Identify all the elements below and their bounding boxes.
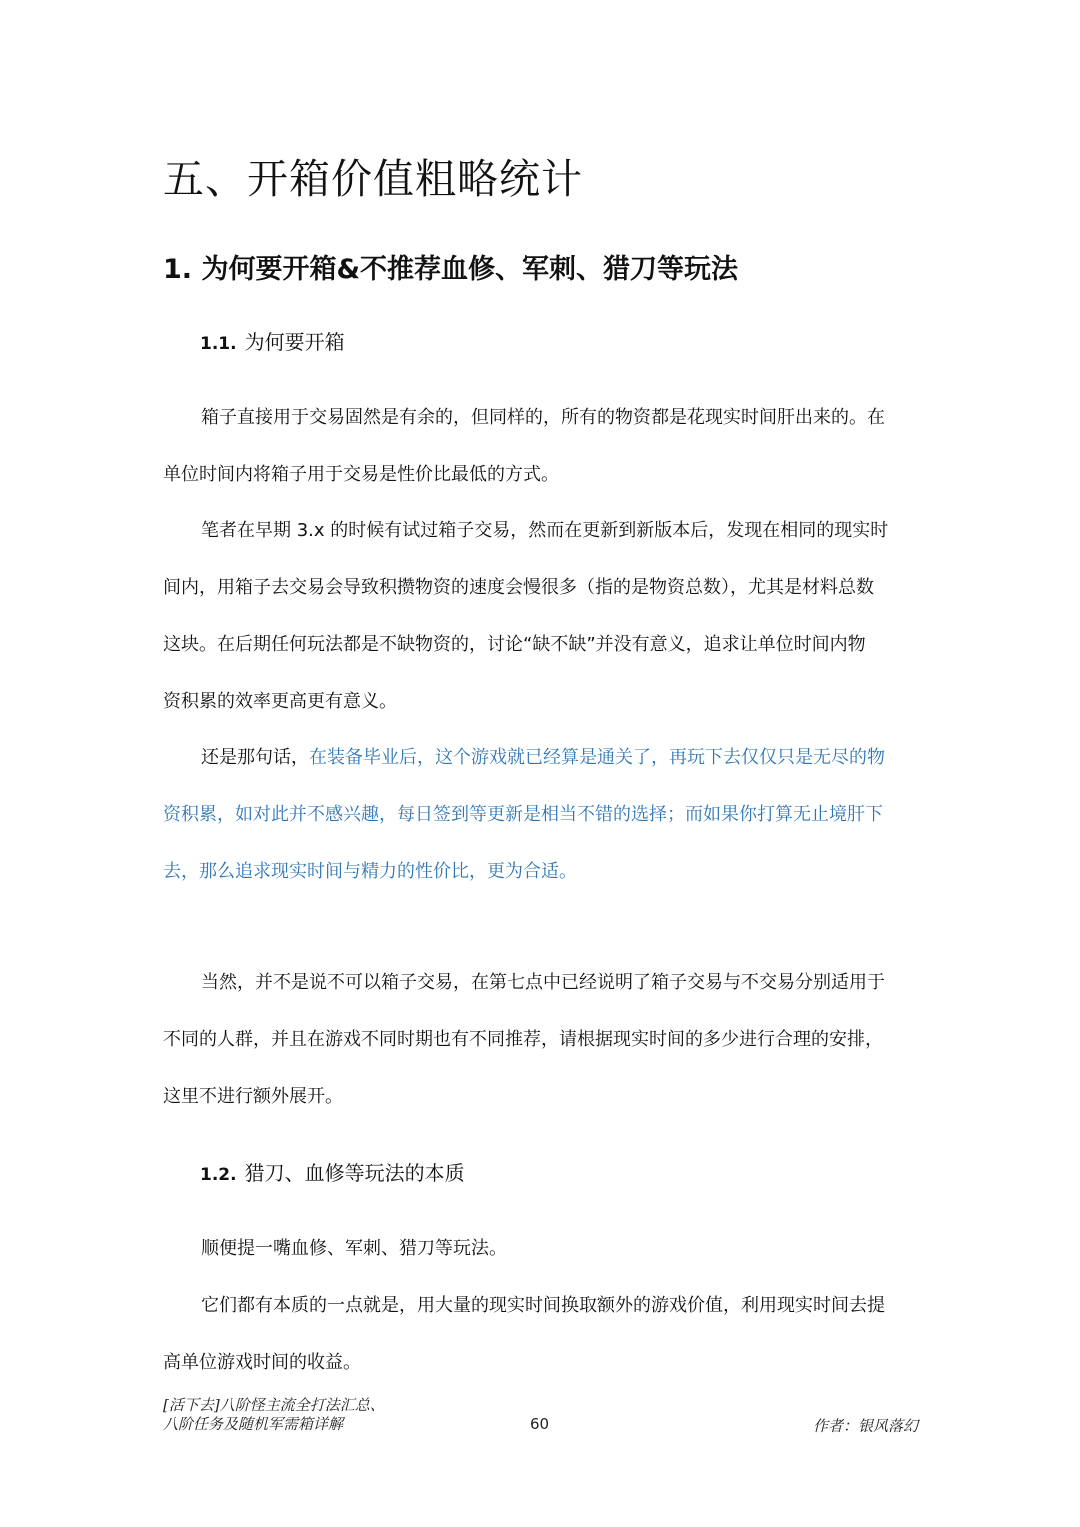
paragraph-1 xyxy=(163,389,919,503)
paragraph-line: 箱子直接用于交易固然是有余的，但同样的，所有的物资都是花现实时间肝出来的。在 xyxy=(201,407,885,428)
subsection-number: 1.2. xyxy=(200,1165,237,1185)
subsection-title: 为何要开箱 xyxy=(244,330,345,354)
subsection-number: 1.1. xyxy=(200,334,237,354)
highlighted-text: 资积累，如对此并不感兴趣，每日签到等更新是相当不错的选择；而如果你打算无止境肝下 xyxy=(163,804,883,825)
paragraph-line: 顺便提一嘴血修、军刺、猎刀等玩法。 xyxy=(201,1238,507,1259)
paragraph-line: 这块。在后期任何玩法都是不缺物资的，讨论“缺不缺”并没有意义，追求让单位时间内物 xyxy=(163,634,866,655)
paragraph-line: 笔者在早期 3.x 的时候有试过箱子交易，然而在更新到新版本后，发现在相同的现实时 xyxy=(201,520,889,541)
paragraph-2 xyxy=(163,502,919,730)
paragraph-3-highlighted xyxy=(163,729,919,900)
highlighted-text: 去，那么追求现实时间与精力的性价比，更为合适。 xyxy=(163,861,577,882)
subsection-heading-1-2 xyxy=(200,1157,465,1186)
paragraph-line: 单位时间内将箱子用于交易是性价比最低的方式。 xyxy=(163,464,559,485)
paragraph-5 xyxy=(163,1220,919,1277)
footer-author: 作者：银风落幻 xyxy=(812,1417,918,1435)
paragraph-line: 这里不进行额外展开。 xyxy=(163,1086,343,1107)
chapter-title: 五、开箱价值粗略统计 xyxy=(163,155,583,203)
paragraph-lead-text: 还是那句话， xyxy=(201,747,309,768)
paragraph-6 xyxy=(163,1277,919,1391)
highlighted-text: 在装备毕业后，这个游戏就已经算是通关了，再玩下去仅仅只是无尽的物 xyxy=(309,747,885,768)
footer-title-line: [活下去]八阶怪主流全打法汇总、 xyxy=(163,1396,385,1414)
section-title: 1. 为何要开箱&不推荐血修、军刺、猎刀等玩法 xyxy=(163,254,738,285)
paragraph-line: 资积累的效率更高更有意义。 xyxy=(163,691,397,712)
footer-title-line: 八阶任务及随机军需箱详解 xyxy=(163,1415,344,1433)
paragraph-line: 不同的人群，并且在游戏不同时期也有不同推荐，请根据现实时间的多少进行合理的安排， xyxy=(163,1029,883,1050)
paragraph-line: 它们都有本质的一点就是，用大量的现实时间换取额外的游戏价值，利用现实时间去提 xyxy=(201,1295,885,1316)
paragraph-4 xyxy=(163,954,919,1125)
subsection-title: 猎刀、血修等玩法的本质 xyxy=(244,1161,465,1185)
paragraph-line: 间内，用箱子去交易会导致积攒物资的速度会慢很多（指的是物资总数），尤其是材料总数 xyxy=(163,577,874,598)
subsection-heading-1-1 xyxy=(200,326,345,355)
paragraph-line: 高单位游戏时间的收益。 xyxy=(163,1352,361,1373)
footer-document-title xyxy=(163,1396,385,1434)
paragraph-line: 当然，并不是说不可以箱子交易，在第七点中已经说明了箱子交易与不交易分别适用于 xyxy=(201,972,885,993)
page-number: 60 xyxy=(530,1415,550,1433)
